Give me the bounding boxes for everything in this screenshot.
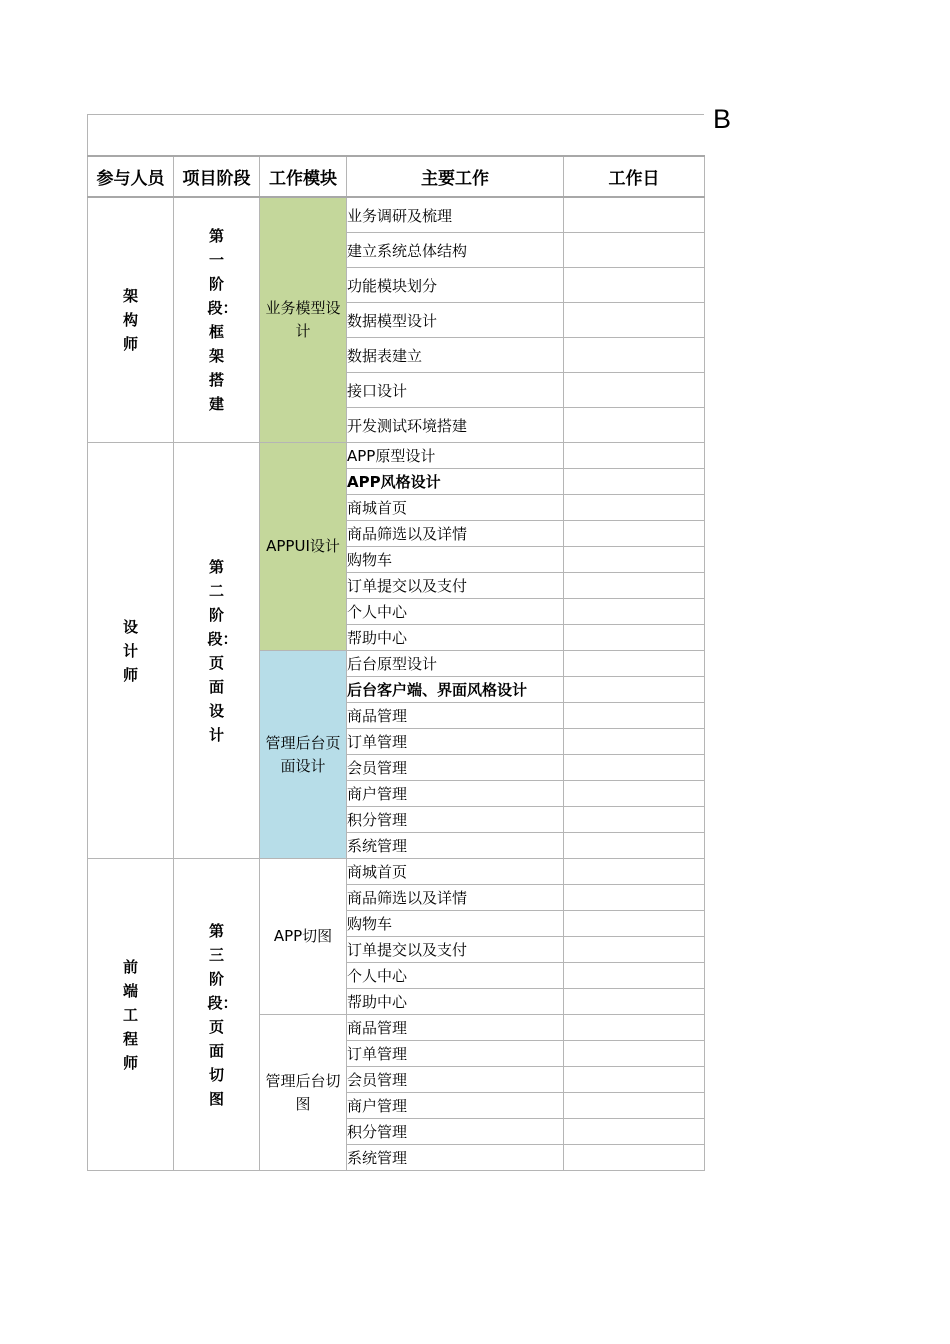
task-cell: 积分管理 [347,1119,564,1145]
title-row-left-border [87,114,88,156]
workday-cell[interactable] [564,937,705,963]
task-cell: 积分管理 [347,807,564,833]
workday-cell[interactable] [564,911,705,937]
task-cell: 业务调研及梳理 [347,197,564,233]
workday-cell[interactable] [564,495,705,521]
stage-label: 第一阶段：框架搭建 [207,227,238,413]
module-cell [260,859,347,1015]
stage-label: 第二阶段：页面设计 [207,557,238,744]
task-cell: 功能模块划分 [347,268,564,303]
module-label: 管理后台页面设计 [265,733,341,775]
title-row-border [87,114,704,115]
task-cell: 会员管理 [347,1067,564,1093]
task-cell: 商城首页 [347,495,564,521]
workday-cell[interactable] [564,859,705,885]
header-days: 工作日 [564,156,705,197]
workday-cell[interactable] [564,1093,705,1119]
workday-cell[interactable] [564,599,705,625]
header-work: 主要工作 [347,156,564,197]
task-cell: 会员管理 [347,755,564,781]
stage-label: 第三阶段：页面切图 [207,921,238,1108]
task-cell: APP风格设计 [347,469,564,495]
workday-cell[interactable] [564,268,705,303]
task-cell: 开发测试环境搭建 [347,408,564,443]
workday-cell[interactable] [564,833,705,859]
workday-cell[interactable] [564,233,705,268]
workday-cell[interactable] [564,677,705,703]
workday-cell[interactable] [564,338,705,373]
workday-cell[interactable] [564,443,705,469]
task-cell: 购物车 [347,911,564,937]
stage-cell [174,859,260,1171]
workday-cell[interactable] [564,625,705,651]
workday-cell[interactable] [564,408,705,443]
task-cell: 商城首页 [347,859,564,885]
workday-cell[interactable] [564,303,705,338]
header-row [88,156,705,197]
task-cell: 商户管理 [347,781,564,807]
plan-body [88,197,705,1171]
person-label: 架构师 [122,287,138,353]
task-cell: 系统管理 [347,833,564,859]
task-cell: 数据模型设计 [347,303,564,338]
task-cell: 个人中心 [347,963,564,989]
workday-cell[interactable] [564,469,705,495]
stage-cell [174,197,260,443]
header-person: 参与人员 [88,156,174,197]
workday-cell[interactable] [564,703,705,729]
workday-cell[interactable] [564,547,705,573]
task-cell: 购物车 [347,547,564,573]
workday-cell[interactable] [564,729,705,755]
task-cell: 系统管理 [347,1145,564,1171]
workday-cell[interactable] [564,963,705,989]
module-label: APP切图 [273,927,333,945]
task-cell: 帮助中心 [347,989,564,1015]
task-cell: 后台原型设计 [347,651,564,677]
task-cell: 商品管理 [347,1015,564,1041]
task-cell: 个人中心 [347,599,564,625]
work-plan-table [87,155,705,1171]
header-module: 工作模块 [260,156,347,197]
task-cell: 订单管理 [347,1041,564,1067]
task-cell: 商品筛选以及详情 [347,885,564,911]
person-cell [88,197,174,443]
column-letter: B [713,104,732,134]
person-label: 设计师 [122,617,138,684]
task-cell: 接口设计 [347,373,564,408]
module-label: 管理后台切图 [265,1071,341,1113]
module-cell [260,443,347,651]
task-cell: 订单提交以及支付 [347,573,564,599]
task-cell: 订单提交以及支付 [347,937,564,963]
task-cell: APP原型设计 [347,443,564,469]
module-cell [260,651,347,859]
task-cell: 订单管理 [347,729,564,755]
task-cell: 商户管理 [347,1093,564,1119]
workday-cell[interactable] [564,755,705,781]
workday-cell[interactable] [564,373,705,408]
workday-cell[interactable] [564,1119,705,1145]
workday-cell[interactable] [564,1067,705,1093]
table-row [88,197,705,233]
workday-cell[interactable] [564,1145,705,1171]
person-label: 前端工程师 [122,957,138,1072]
task-cell: 数据表建立 [347,338,564,373]
header-stage: 项目阶段 [174,156,260,197]
person-cell [88,859,174,1171]
workday-cell[interactable] [564,989,705,1015]
workday-cell[interactable] [564,573,705,599]
task-cell: 帮助中心 [347,625,564,651]
workday-cell[interactable] [564,197,705,233]
table-row [88,443,705,469]
workday-cell[interactable] [564,781,705,807]
module-label: 业务模型设计 [265,299,341,340]
table-row [88,859,705,885]
workday-cell[interactable] [564,1041,705,1067]
workday-cell[interactable] [564,651,705,677]
task-cell: 商品筛选以及详情 [347,521,564,547]
task-cell: 建立系统总体结构 [347,233,564,268]
task-cell: 商品管理 [347,703,564,729]
workday-cell[interactable] [564,1015,705,1041]
person-cell [88,443,174,859]
task-cell: 后台客户端、界面风格设计 [347,677,564,703]
stage-cell [174,443,260,859]
module-label: APPUI设计 [266,537,340,555]
module-cell [260,197,347,443]
workday-cell[interactable] [564,807,705,833]
module-cell [260,1015,347,1171]
workday-cell[interactable] [564,521,705,547]
workday-cell[interactable] [564,885,705,911]
